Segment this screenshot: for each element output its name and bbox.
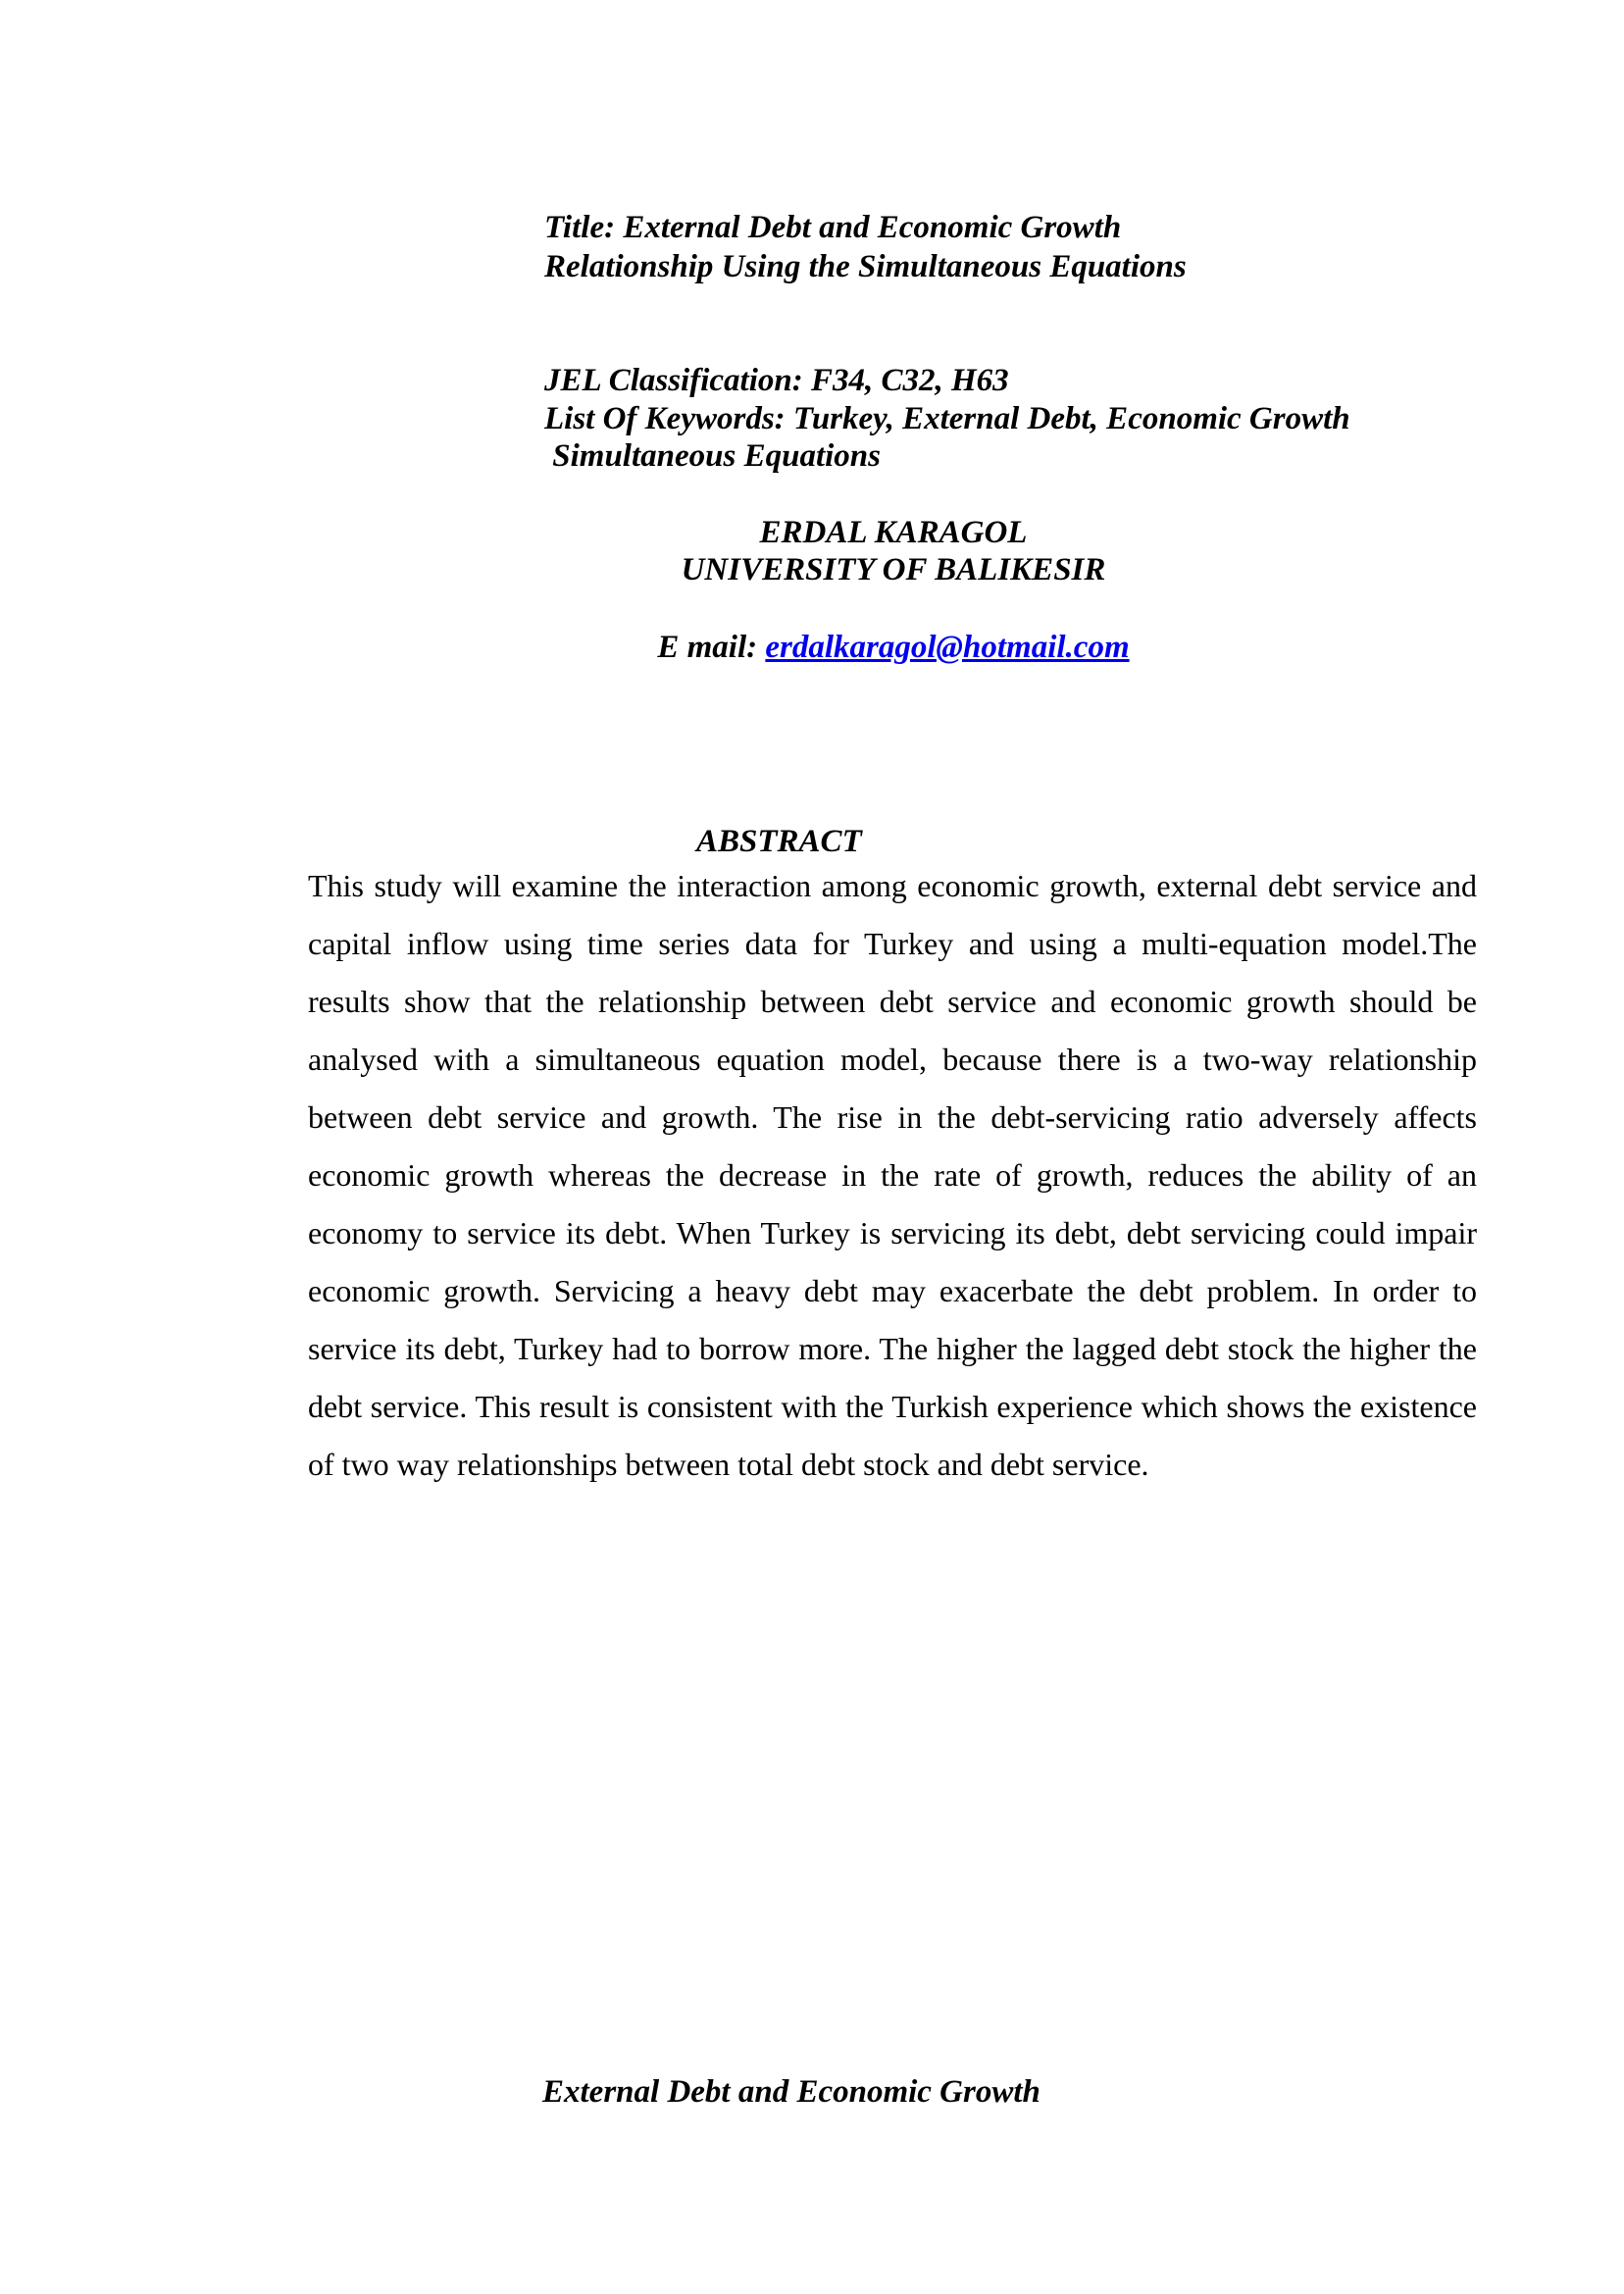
title-line-1: Title: External Debt and Economic Growth [544, 210, 1122, 245]
title-line-2: Relationship Using the Simultaneous Equations [544, 249, 1187, 284]
author-name: ERDAL KARAGOL [759, 515, 1028, 550]
author-email-line [81, 628, 1624, 667]
author-affiliation: UNIVERSITY OF BALIKESIR [681, 552, 1106, 587]
keywords-line-2: Simultaneous Equations [544, 438, 881, 474]
section-title: External Debt and Economic Growth [542, 2074, 1040, 2110]
email-link[interactable]: erdalkaragol@hotmail.com [765, 630, 1130, 665]
abstract-heading: ABSTRACT [696, 824, 862, 859]
jel-classification: JEL Classification: F34, C32, H63 [544, 363, 1009, 398]
abstract-body: This study will examine the interaction among economic growth, external debt service and capital inflow using time series data for Turkey and using a multi-equation model.The results show that the relationship between debt service and economic growth should be analysed with a simultaneous equation model, because there is a two-way relationship between debt service and growth. The rise in the debt-servicing ratio adversely affects economic growth whereas the decrease in the rate of growth, reduces the ability of an economy to service its debt. When Turkey is servicing its debt, debt servicing could impair economic growth. Servicing a heavy debt may exacerbate the debt problem. In order to service its debt, Turkey had to borrow more. The higher the lagged debt stock the higher the debt service. This result is consistent with the Turkish experience which shows the existence of two way relationships between total debt stock and debt service. [308, 868, 1477, 1482]
keywords-line-1: List Of Keywords: Turkey, External Debt, Economic Growth [544, 401, 1350, 436]
email-label: E mail: [657, 630, 766, 665]
